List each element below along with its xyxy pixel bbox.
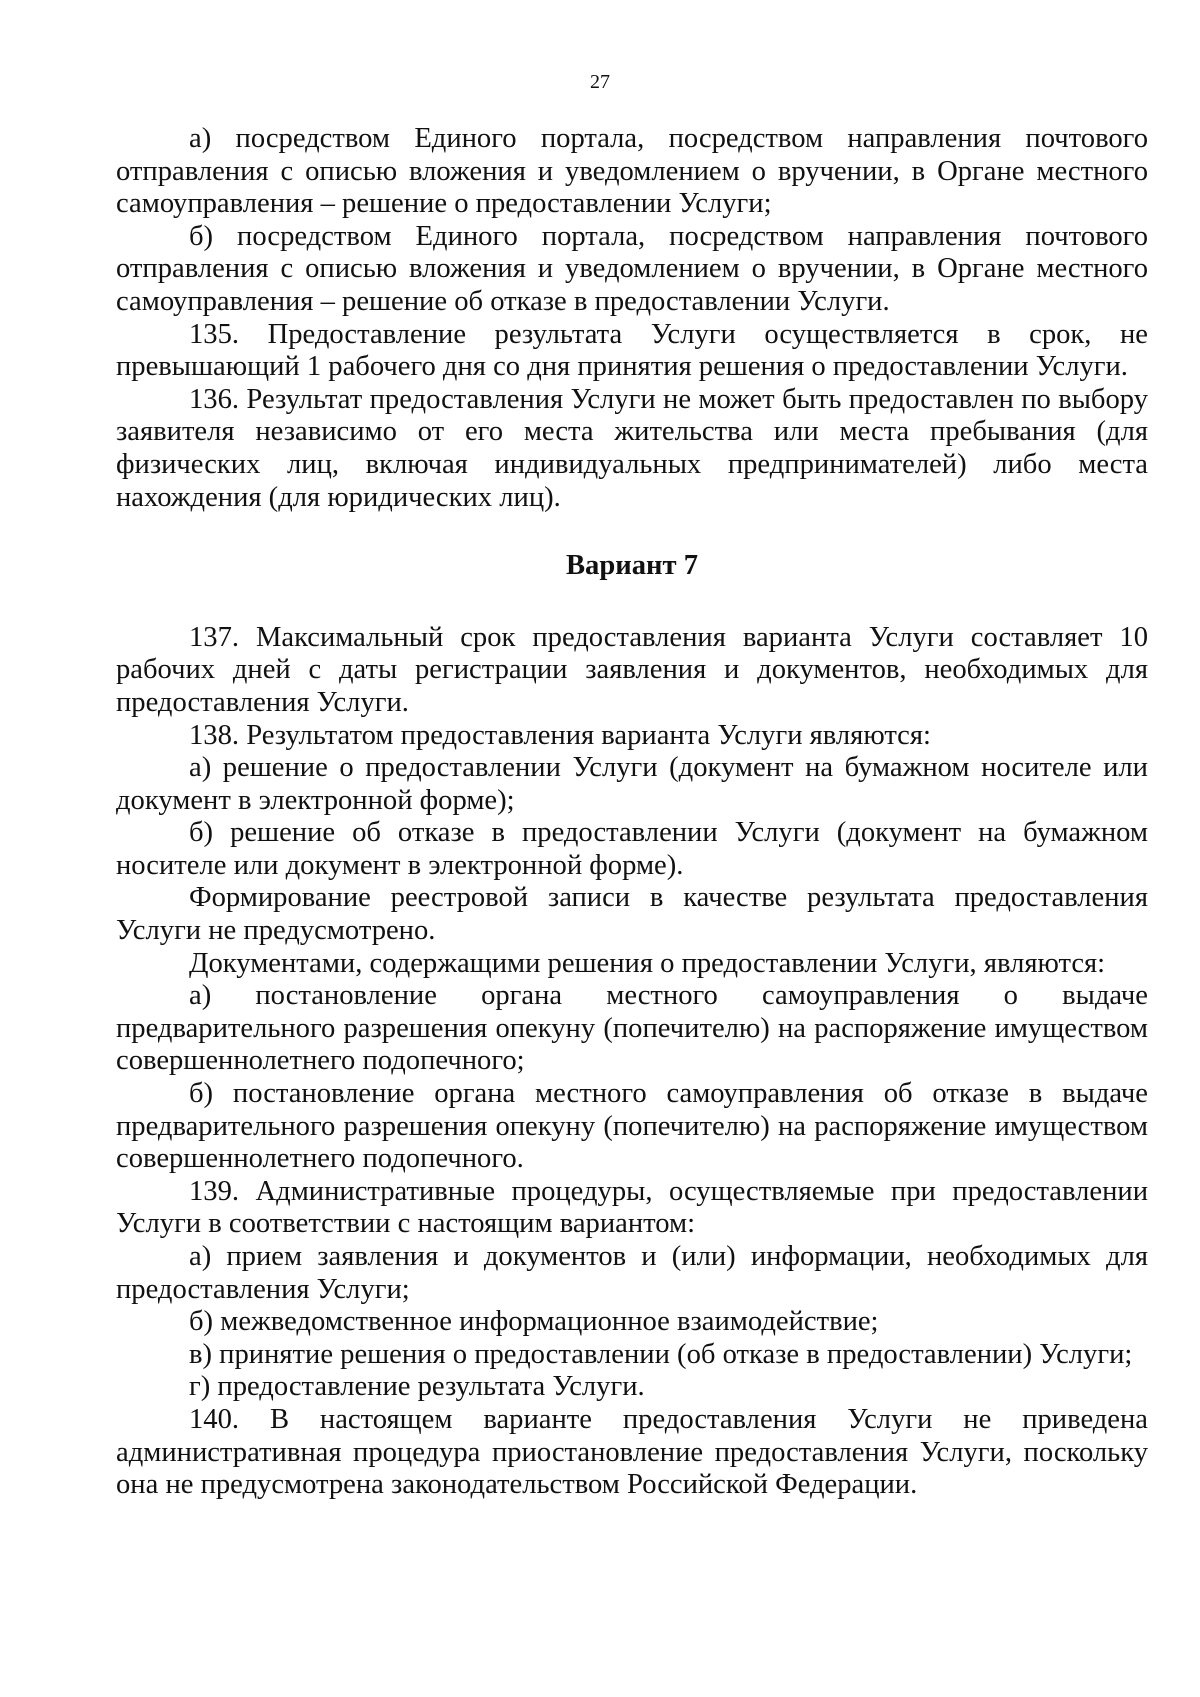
- paragraph-139: 139. Административные процедуры, осуществляемые при предоставлении Услуги в соответствии с настоящим вариантом:: [116, 1175, 1148, 1240]
- section-heading: Вариант 7: [565, 550, 698, 582]
- spacer: [116, 583, 1148, 622]
- paragraph-decision-documents: Документами, содержащими решения о предоставлении Услуги, являются:: [189, 947, 1106, 979]
- paragraph-139-item-a: а) прием заявления и документов и (или) информации, необходимых для предоставления Услуги;: [116, 1241, 1148, 1305]
- document-body: [116, 123, 1148, 1502]
- paragraph-decision-documents-item-a: а) постановление органа местного самоуправления о выдаче предварительного разрешения опекуну (попечителю) на распоряжение имуществом совершеннолетнего подопечного;: [116, 980, 1148, 1077]
- paragraph-item-a-delivery-decision: а) посредством Единого портала, посредством направления почтового отправления с описью вложения и уведомлением о вручении, в Органе местного самоуправления – решение о предоставлении Услуги;: [116, 123, 1148, 220]
- paragraph-139-item-c: в) принятие решения о предоставлении (об отказе в предоставлении) Услуги;: [189, 1338, 1133, 1370]
- paragraph-138-item-b: б) решение об отказе в предоставлении Услуги (документ на бумажном носителе или документ в электронной форме).: [116, 817, 1148, 881]
- paragraph-registry-record: Формирование реестровой записи в качестве результата предоставления Услуги не предусмотрено.: [116, 882, 1148, 947]
- paragraph-138: 138. Результатом предоставления варианта Услуги являются:: [189, 719, 931, 751]
- paragraph-135: 135. Предоставление результата Услуги осуществляется в срок, не превышающий 1 рабочего дня со дня принятия решения о предоставлении Услуги.: [116, 318, 1148, 383]
- paragraph-136: 136. Результат предоставления Услуги не может быть предоставлен по выбору заявителя независимо от его места жительства или места пребывания (для физических лиц, включая индивидуальных предпринимателей) либо места нахождения (для юридических лиц).: [116, 383, 1148, 513]
- paragraph-item-b-delivery-refusal: б) посредством Единого портала, посредством направления почтового отправления с описью вложения и уведомлением о вручении, в Органе местного самоуправления – решение об отказе в предоставлении Услуги.: [116, 220, 1148, 317]
- page-number: 27: [590, 71, 610, 93]
- paragraph-139-item-d: г) предоставление результата Услуги.: [189, 1371, 645, 1403]
- paragraph-139-item-b: б) межведомственное информационное взаимодействие;: [189, 1306, 879, 1338]
- paragraph-decision-documents-item-b: б) постановление органа местного самоуправления об отказе в выдаче предварительного разрешения опекуну (попечителю) на распоряжение имуществом совершеннолетнего подопечного.: [116, 1078, 1148, 1175]
- paragraph-140: 140. В настоящем варианте предоставления Услуги не приведена административная процедура приостановление предоставления Услуги, поскольку она не предусмотрена законодательством Российской Федерации.: [116, 1403, 1148, 1501]
- spacer: [116, 514, 1148, 550]
- paragraph-138-item-a: а) решение о предоставлении Услуги (документ на бумажном носителе или документ в электронной форме);: [116, 752, 1148, 816]
- paragraph-137: 137. Максимальный срок предоставления варианта Услуги составляет 10 рабочих дней с даты регистрации заявления и документов, необходимых для предоставления Услуги.: [116, 621, 1148, 718]
